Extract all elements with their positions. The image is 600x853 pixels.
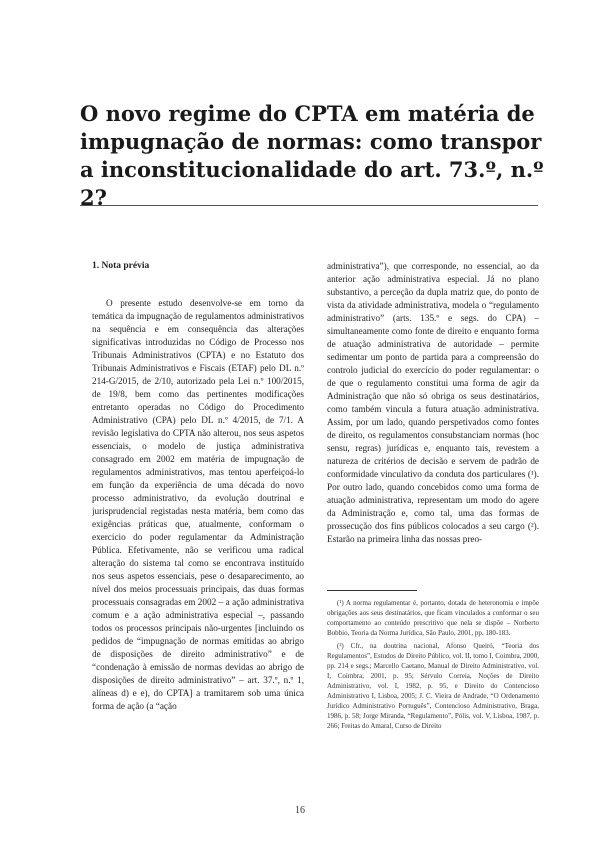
footnotes bbox=[327, 598, 539, 776]
footnote-divider bbox=[327, 590, 417, 591]
page-number: 16 bbox=[295, 805, 305, 816]
footnote-2: (²) Cfr., na doutrina nacional, Afonso Queiró, “Teoria dos Regulamentos”, Estudos de Direito Público, vol. II, tomo I, Coimbra, 2000, pp. 214 e segs.; Marcello Caetano, Manual de Direito Administrativo, vol. I, Coimbra, 2001, p. 95; Sérvulo Correia, Noções de Direito Administrativo, vol. I, 1982, p. 95, e Direito do Contencioso Administrativo I, Lisboa, 2005; J. C. Vieira de Andrade, “O Ordenamento Jurídico Administrativo Português”, Contencioso Administrativo, Braga, 1986, p. 58; Jorge Miranda, “Regulamento”, Pólis, vol. V, Lisboa, 1987, p. 266; Freitas do Amaral, Curso de Direito bbox=[327, 642, 539, 730]
title-divider bbox=[80, 205, 538, 206]
footnote-1: (¹) A norma regulamentar é, portanto, dotada de heteronomia e impõe obrigações aos seus destinatários, que ficam vinculados a conformar o seu comportamento ao conteúdo prescritivo que nela se dispõe – Norberto Bobbio, Teoria da Norma Jurídica, São Paulo, 2001, pp. 180-183. bbox=[327, 599, 539, 637]
left-column bbox=[92, 258, 304, 776]
article-title: O novo regime do CPTA em matéria de impugnação de normas: como transpor a inconstitucionalidade do art. 73.º, n.º 2? bbox=[80, 101, 544, 210]
left-column-paragraph: O presente estudo desenvolve-se em torno da temática da impugnação de regulamentos administrativos na sequência e em consequência das alterações significativas introduzidas no Código de Processo nos Tribunais Administrativos (CPTA) e no Estatuto dos Tribunais Administrativos e Fiscais (ETAF) pelo DL n.º 214-G/2015, de 2/10, autorizado pela Lei n.º 100/2015, de 19/8, bem como das pertinentes modificações entretanto operadas no Código do Procedimento Administrativo (CPA) pelo DL n.º 4/2015, de 7/1. A revisão legislativa do CPTA não alterou, nos seus aspetos essenciais, o modelo de justiça administrativa consagrado em 2002 em matéria de impugnação de regulamentos administrativos, mas tentou aperfeiçoá-lo em função da experiência de uma década do novo processo administrativo, da evolução doutrinal e jurisprudencial registadas nesta matéria, bem como das exigências práticas que, atualmente, conformam o exercício do poder regulamentar da Administração Pública. Efetivamente, não se verificou uma radical alteração do sistema tal como se encontrava instituído nos seus aspetos essenciais, pese o desaparecimento, ao nível dos meios processuais principais, das duas formas processuais consagradas em 2002 – a ação administrativa comum e a ação administrativa especial –, passando todos os processos principais não-urgentes [incluindo os pedidos de “impugnação de normas emitidas ao abrigo de disposições de direito administrativo” e de “condenação à emissão de normas devidas ao abrigo de disposições de direito administrativo” – art. 37.º, n.º 1, alíneas d) e e), do CPTA] a tramitarem sob uma única forma de ação (a “ação bbox=[92, 298, 304, 711]
section-heading: 1. Nota prévia bbox=[92, 261, 150, 271]
right-column bbox=[327, 260, 539, 585]
right-column-paragraph: administrativa”), que corresponde, no essencial, ao da anterior ação administrativa especial. Já no plano substantivo, a perceção da dupla matriz que, do ponto de vista da atividade administrativa, modela o “regulamento administrativo” (arts. 135.º e segs. do CPA) – simultaneamente como fonte de direito e enquanto forma de atuação administrativa de autoridade – permite sedimentar um ponto de partida para a compreensão do controlo judicial do exercício do poder regulamentar: o de que o regulamento constitui uma forma de agir da Administração que não só obriga os seus destinatários, como também vincula a futura atuação administrativa. Assim, por um lado, quando perspetivados como fontes de direito, os regulamentos consubstanciam normas (hoc sensu, regras) jurídicas e, enquanto tais, revestem a natureza de critérios de decisão e servem de padrão de conformidade vinculativo da conduta dos particulares (¹). Por outro lado, quando concebidos como uma forma de atuação administrativa, representam um modo do agere da Administração e, como tal, uma das formas de prossecução dos fins públicos colocados a seu cargo (²). Estarão na primeira linha das nossas preo- bbox=[327, 261, 539, 544]
